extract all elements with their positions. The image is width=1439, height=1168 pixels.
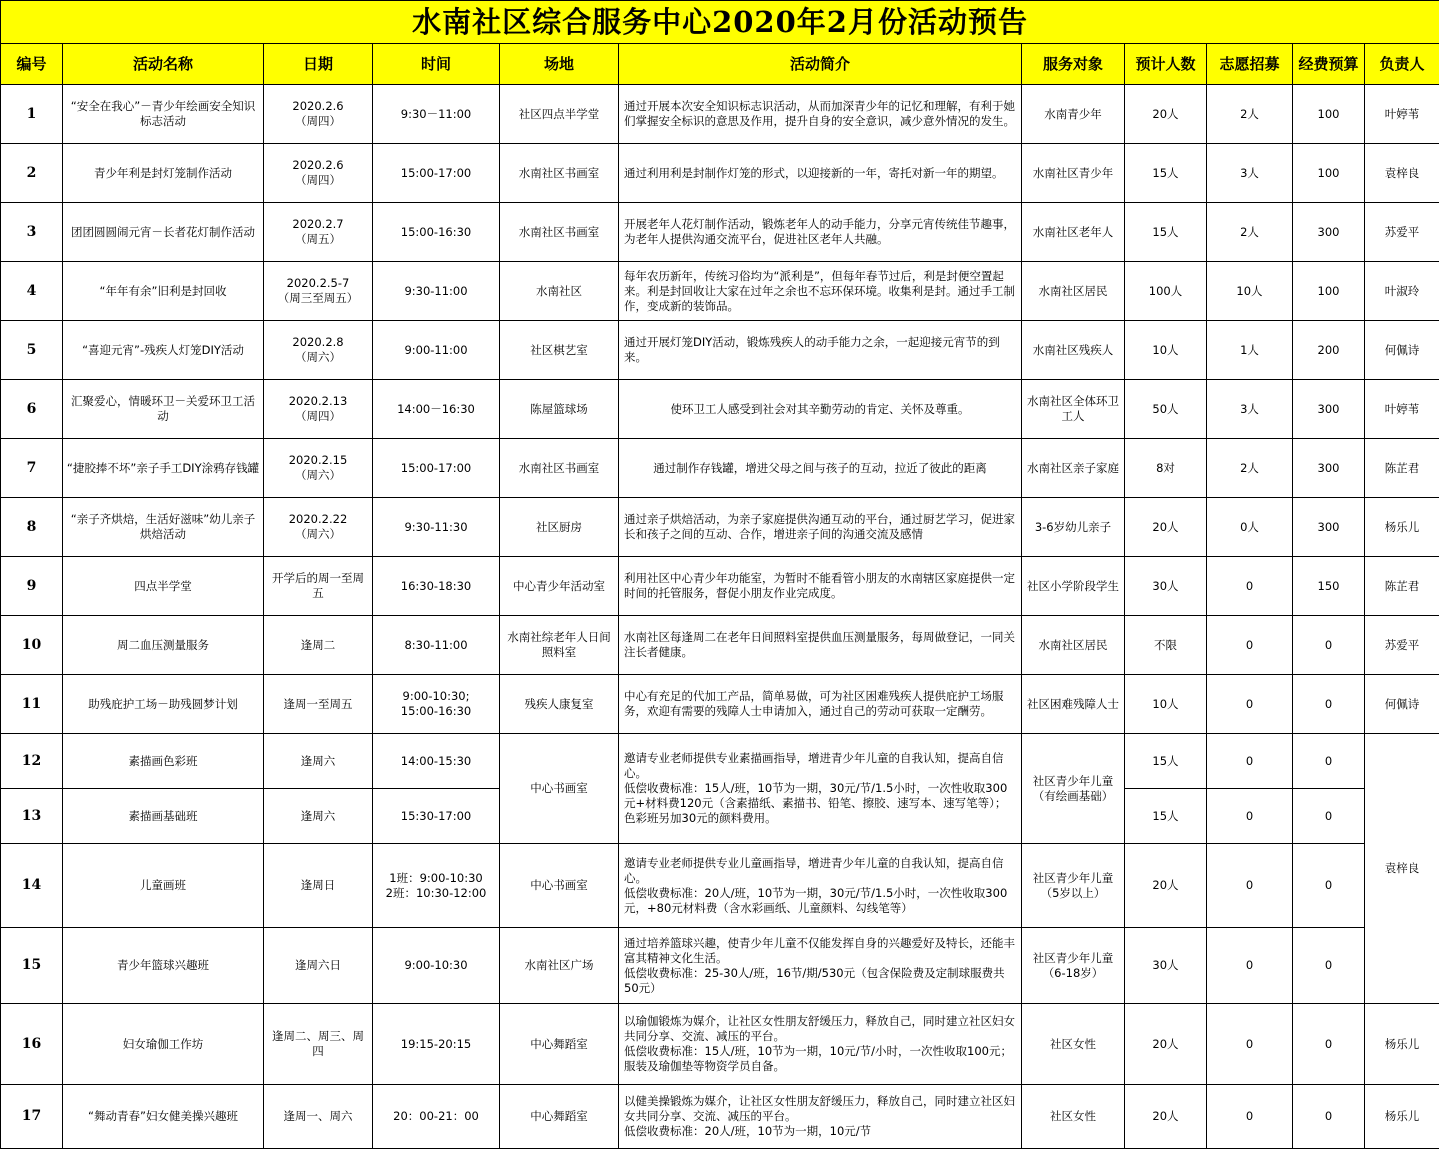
table-row — [1, 498, 1439, 557]
cell-date: 2020.2.8 （周六） — [264, 321, 373, 380]
cell-time: 1班：9:00-10:30 2班：10:30-12:00 — [373, 844, 500, 928]
cell-name: “舞动青春”妇女健美操兴趣班 — [63, 1085, 264, 1149]
cell-time: 9:00-10:30 — [373, 928, 500, 1004]
table-row — [1, 844, 1439, 928]
cell-owner: 叶婷苇 — [1365, 380, 1439, 439]
col-header-desc: 活动简介 — [619, 44, 1022, 85]
cell-venue: 社区四点半学堂 — [500, 85, 619, 144]
cell-volunteers: 0 — [1207, 734, 1293, 789]
cell-venue: 中心舞蹈室 — [500, 1085, 619, 1149]
cell-venue: 社区棋艺室 — [500, 321, 619, 380]
cell-target: 社区小学阶段学生 — [1022, 557, 1125, 616]
cell-budget: 0 — [1293, 675, 1365, 734]
cell-owner: 杨乐儿 — [1365, 1004, 1439, 1085]
cell-volunteers: 2人 — [1207, 203, 1293, 262]
cell-date: 逢周一至周五 — [264, 675, 373, 734]
cell-desc: 使环卫工人感受到社会对其辛勤劳动的肯定、关怀及尊重。 — [619, 380, 1022, 439]
cell-no: 17 — [1, 1085, 63, 1149]
cell-volunteers: 0 — [1207, 557, 1293, 616]
cell-date: 逢周六日 — [264, 928, 373, 1004]
cell-volunteers: 1人 — [1207, 321, 1293, 380]
cell-no: 14 — [1, 844, 63, 928]
cell-name: “捷胶捧不坏”亲子手工DIY涂鸦存钱罐 — [63, 439, 264, 498]
cell-name: 周二血压测量服务 — [63, 616, 264, 675]
cell-desc: 水南社区每逢周二在老年日间照料室提供血压测量服务，每周做登记，一同关注长者健康。 — [619, 616, 1022, 675]
cell-target: 社区困难残障人士 — [1022, 675, 1125, 734]
cell-budget: 150 — [1293, 557, 1365, 616]
cell-venue: 陈屋篮球场 — [500, 380, 619, 439]
cell-target: 水南社区亲子家庭 — [1022, 439, 1125, 498]
cell-name: 青少年篮球兴趣班 — [63, 928, 264, 1004]
table-row — [1, 616, 1439, 675]
cell-no: 2 — [1, 144, 63, 203]
cell-expected: 10人 — [1125, 321, 1207, 380]
cell-budget: 100 — [1293, 85, 1365, 144]
cell-time: 9:00-11:00 — [373, 321, 500, 380]
cell-no: 3 — [1, 203, 63, 262]
cell-time: 9:30-11:30 — [373, 498, 500, 557]
cell-expected: 100人 — [1125, 262, 1207, 321]
cell-name: 妇女瑜伽工作坊 — [63, 1004, 264, 1085]
cell-owner-merged: 袁梓良 — [1365, 734, 1439, 1004]
cell-date: 2020.2.22 （周六） — [264, 498, 373, 557]
cell-target: 水南社区全体环卫工人 — [1022, 380, 1125, 439]
cell-volunteers: 0 — [1207, 789, 1293, 844]
cell-desc: 以瑜伽锻炼为媒介，让社区女性朋友舒缓压力，释放自己，同时建立社区妇女共同分享、交流、减压的平台。 低偿收费标准：15人/班，10节为一期，10元/节/小时，一次性收取100元；服装及瑜伽垫等物资学员自备。 — [619, 1004, 1022, 1085]
cell-owner: 叶淑玲 — [1365, 262, 1439, 321]
cell-volunteers: 10人 — [1207, 262, 1293, 321]
cell-date: 逢周二、周三、周四 — [264, 1004, 373, 1085]
page-title: 水南社区综合服务中心2020年2月份活动预告 — [1, 1, 1439, 44]
cell-expected: 20人 — [1125, 85, 1207, 144]
cell-name: 助残庇护工场－助残圆梦计划 — [63, 675, 264, 734]
cell-venue: 中心舞蹈室 — [500, 1004, 619, 1085]
cell-name: 素描画色彩班 — [63, 734, 264, 789]
cell-owner: 杨乐儿 — [1365, 1085, 1439, 1149]
cell-date: 逢周六 — [264, 734, 373, 789]
cell-time: 15:00-16:30 — [373, 203, 500, 262]
cell-venue-merged: 中心书画室 — [500, 734, 619, 844]
cell-expected: 20人 — [1125, 1004, 1207, 1085]
cell-expected: 20人 — [1125, 1085, 1207, 1149]
cell-budget: 0 — [1293, 789, 1365, 844]
header-row — [1, 44, 1439, 85]
col-header-expected: 预计人数 — [1125, 44, 1207, 85]
cell-desc-merged: 邀请专业老师提供专业素描画指导，增进青少年儿童的自我认知，提高自信心。 低偿收费标准：15人/班，10节为一期，30元/节/1.5小时，一次性收取300元+材料费120元（含素描纸、素描书、铅笔、擦胶、速写本、速写笔等）；色彩班另加30元的颜料费用。 — [619, 734, 1022, 844]
col-header-target: 服务对象 — [1022, 44, 1125, 85]
cell-volunteers: 3人 — [1207, 144, 1293, 203]
table-row — [1, 734, 1439, 789]
cell-venue: 残疾人康复室 — [500, 675, 619, 734]
cell-volunteers: 3人 — [1207, 380, 1293, 439]
col-header-date: 日期 — [264, 44, 373, 85]
cell-budget: 0 — [1293, 928, 1365, 1004]
cell-desc: 中心有充足的代加工产品，简单易做，可为社区困难残疾人提供庇护工场服务，欢迎有需要的残障人士申请加入，通过自己的劳动可获取一定酬劳。 — [619, 675, 1022, 734]
cell-owner: 何佩诗 — [1365, 675, 1439, 734]
cell-desc: 以健美操锻炼为媒介，让社区女性朋友舒缓压力，释放自己，同时建立社区妇女共同分享、交流、减压的平台。 低偿收费标准：20人/班，10节为一期，10元/节 — [619, 1085, 1022, 1149]
cell-owner: 苏爱平 — [1365, 616, 1439, 675]
cell-date: 2020.2.13 （周四） — [264, 380, 373, 439]
cell-venue: 水南社区书画室 — [500, 439, 619, 498]
cell-volunteers: 2人 — [1207, 439, 1293, 498]
cell-target: 水南社区居民 — [1022, 616, 1125, 675]
cell-budget: 0 — [1293, 1085, 1365, 1149]
cell-budget: 300 — [1293, 380, 1365, 439]
cell-no: 12 — [1, 734, 63, 789]
col-header-name: 活动名称 — [63, 44, 264, 85]
cell-name: “年年有余”旧利是封回收 — [63, 262, 264, 321]
cell-volunteers: 0 — [1207, 675, 1293, 734]
cell-no: 5 — [1, 321, 63, 380]
cell-expected: 30人 — [1125, 928, 1207, 1004]
cell-owner: 陈芷君 — [1365, 439, 1439, 498]
cell-expected: 15人 — [1125, 789, 1207, 844]
table-row — [1, 321, 1439, 380]
cell-expected: 20人 — [1125, 498, 1207, 557]
cell-target: 水南社区居民 — [1022, 262, 1125, 321]
cell-target: 水南社区残疾人 — [1022, 321, 1125, 380]
cell-volunteers: 2人 — [1207, 85, 1293, 144]
cell-target: 3-6岁幼儿亲子 — [1022, 498, 1125, 557]
cell-budget: 100 — [1293, 144, 1365, 203]
cell-owner: 袁梓良 — [1365, 144, 1439, 203]
cell-target: 水南社区青少年 — [1022, 144, 1125, 203]
cell-expected: 15人 — [1125, 734, 1207, 789]
cell-time: 15:30-17:00 — [373, 789, 500, 844]
table-row — [1, 380, 1439, 439]
cell-date: 逢周一、周六 — [264, 1085, 373, 1149]
cell-owner: 杨乐儿 — [1365, 498, 1439, 557]
table-row — [1, 1004, 1439, 1085]
cell-budget: 200 — [1293, 321, 1365, 380]
cell-volunteers: 0 — [1207, 928, 1293, 1004]
cell-target: 水南社区老年人 — [1022, 203, 1125, 262]
cell-no: 8 — [1, 498, 63, 557]
cell-name: “亲子齐烘焙，生活好滋味”幼儿亲子烘焙活动 — [63, 498, 264, 557]
cell-expected: 30人 — [1125, 557, 1207, 616]
cell-expected: 20人 — [1125, 844, 1207, 928]
cell-desc: 通过开展灯笼DIY活动，锻炼残疾人的动手能力之余，一起迎接元宵节的到来。 — [619, 321, 1022, 380]
cell-venue: 水南社区书画室 — [500, 144, 619, 203]
cell-target: 社区青少年儿童 （6-18岁） — [1022, 928, 1125, 1004]
cell-venue: 水南社区书画室 — [500, 203, 619, 262]
cell-expected: 不限 — [1125, 616, 1207, 675]
table-row — [1, 1085, 1439, 1149]
cell-date: 2020.2.6 （周四） — [264, 85, 373, 144]
cell-expected: 50人 — [1125, 380, 1207, 439]
cell-name: 青少年利是封灯笼制作活动 — [63, 144, 264, 203]
col-header-volunteers: 志愿招募 — [1207, 44, 1293, 85]
table-row — [1, 203, 1439, 262]
cell-expected: 8对 — [1125, 439, 1207, 498]
cell-time: 15:00-17:00 — [373, 144, 500, 203]
cell-no: 13 — [1, 789, 63, 844]
cell-expected: 10人 — [1125, 675, 1207, 734]
cell-date: 开学后的周一至周五 — [264, 557, 373, 616]
cell-venue: 水南社区 — [500, 262, 619, 321]
cell-no: 1 — [1, 85, 63, 144]
cell-time: 20：00-21：00 — [373, 1085, 500, 1149]
cell-volunteers: 0 — [1207, 1004, 1293, 1085]
cell-no: 15 — [1, 928, 63, 1004]
cell-budget: 0 — [1293, 1004, 1365, 1085]
cell-time: 9:30－11:00 — [373, 85, 500, 144]
cell-owner: 苏爱平 — [1365, 203, 1439, 262]
cell-name: 四点半学堂 — [63, 557, 264, 616]
table-row — [1, 85, 1439, 144]
cell-budget: 300 — [1293, 439, 1365, 498]
cell-budget: 0 — [1293, 844, 1365, 928]
cell-desc: 通过开展本次安全知识标志识活动，从而加深青少年的记忆和理解，有利于她们掌握安全标识的意思及作用，提升自身的安全意识，减少意外情况的发生。 — [619, 85, 1022, 144]
cell-date: 2020.2.7 （周五） — [264, 203, 373, 262]
cell-time: 9:00-10:30; 15:00-16:30 — [373, 675, 500, 734]
cell-time: 15:00-17:00 — [373, 439, 500, 498]
table-row — [1, 262, 1439, 321]
cell-target: 社区女性 — [1022, 1085, 1125, 1149]
cell-volunteers: 0人 — [1207, 498, 1293, 557]
cell-no: 9 — [1, 557, 63, 616]
table-row — [1, 144, 1439, 203]
cell-desc: 通过利用利是封制作灯笼的形式，以迎接新的一年，寄托对新一年的期望。 — [619, 144, 1022, 203]
table-row — [1, 928, 1439, 1004]
cell-desc: 开展老年人花灯制作活动，锻炼老年人的动手能力，分享元宵传统佳节趣事，为老年人提供沟通交流平台，促进社区老年人共融。 — [619, 203, 1022, 262]
cell-owner: 陈芷君 — [1365, 557, 1439, 616]
cell-budget: 100 — [1293, 262, 1365, 321]
cell-name: “安全在我心”－青少年绘画安全知识标志活动 — [63, 85, 264, 144]
cell-volunteers: 0 — [1207, 844, 1293, 928]
cell-budget: 300 — [1293, 203, 1365, 262]
cell-name: 儿童画班 — [63, 844, 264, 928]
cell-desc: 通过培养篮球兴趣，使青少年儿童不仅能发挥自身的兴趣爱好及特长，还能丰富其精神文化生活。 低偿收费标准：25-30人/班，16节/期/530元（包含保险费及定制球服费共50元） — [619, 928, 1022, 1004]
cell-desc: 通过制作存钱罐，增进父母之间与孩子的互动，拉近了彼此的距离 — [619, 439, 1022, 498]
col-header-time: 时间 — [373, 44, 500, 85]
cell-no: 7 — [1, 439, 63, 498]
cell-no: 6 — [1, 380, 63, 439]
cell-owner: 何佩诗 — [1365, 321, 1439, 380]
cell-name: 素描画基础班 — [63, 789, 264, 844]
cell-volunteers: 0 — [1207, 616, 1293, 675]
table-row — [1, 557, 1439, 616]
cell-no: 11 — [1, 675, 63, 734]
cell-volunteers: 0 — [1207, 1085, 1293, 1149]
cell-venue: 中心青少年活动室 — [500, 557, 619, 616]
cell-date: 逢周日 — [264, 844, 373, 928]
cell-date: 2020.2.6 （周四） — [264, 144, 373, 203]
cell-date: 逢周二 — [264, 616, 373, 675]
cell-desc: 通过亲子烘焙活动，为亲子家庭提供沟通互动的平台，通过厨艺学习，促进家长和孩子之间的互动、合作，增进亲子间的沟通交流及感情 — [619, 498, 1022, 557]
cell-time: 8:30-11:00 — [373, 616, 500, 675]
cell-time: 14:00－16:30 — [373, 380, 500, 439]
cell-target: 水南青少年 — [1022, 85, 1125, 144]
cell-desc: 利用社区中心青少年功能室，为暂时不能看管小朋友的水南辖区家庭提供一定时间的托管服务，督促小朋友作业完成度。 — [619, 557, 1022, 616]
cell-no: 16 — [1, 1004, 63, 1085]
cell-expected: 15人 — [1125, 203, 1207, 262]
cell-name: 团团圆圆闹元宵－长者花灯制作活动 — [63, 203, 264, 262]
cell-budget: 0 — [1293, 616, 1365, 675]
cell-date: 逢周六 — [264, 789, 373, 844]
cell-time: 9:30-11:00 — [373, 262, 500, 321]
cell-time: 19:15-20:15 — [373, 1004, 500, 1085]
cell-time: 16:30-18:30 — [373, 557, 500, 616]
cell-name: 汇聚爱心，情暖环卫－关爱环卫工活动 — [63, 380, 264, 439]
cell-date: 2020.2.5-7 （周三至周五） — [264, 262, 373, 321]
cell-time: 14:00-15:30 — [373, 734, 500, 789]
cell-no: 4 — [1, 262, 63, 321]
cell-venue: 中心书画室 — [500, 844, 619, 928]
cell-expected: 15人 — [1125, 144, 1207, 203]
cell-budget: 300 — [1293, 498, 1365, 557]
cell-venue: 水南社综老年人日间照料室 — [500, 616, 619, 675]
cell-budget: 0 — [1293, 734, 1365, 789]
cell-no: 10 — [1, 616, 63, 675]
table-row — [1, 439, 1439, 498]
cell-desc: 邀请专业老师提供专业儿童画指导，增进青少年儿童的自我认知，提高自信心。 低偿收费标准：20人/班，10节为一期，30元/节/1.5小时，一次性收取300元，+80元材料费（含水彩画纸、儿童颜料、勾线笔等） — [619, 844, 1022, 928]
cell-desc: 每年农历新年，传统习俗均为“派利是”，但每年春节过后，利是封便空置起来。利是封回收让大家在过年之余也不忘环保环境。收集利是封。通过手工制作，变成新的装饰品。 — [619, 262, 1022, 321]
cell-venue: 社区厨房 — [500, 498, 619, 557]
cell-date: 2020.2.15 （周六） — [264, 439, 373, 498]
col-header-owner: 负责人 — [1365, 44, 1439, 85]
col-header-venue: 场地 — [500, 44, 619, 85]
cell-target-merged: 社区青少年儿童 （有绘画基础） — [1022, 734, 1125, 844]
table-row — [1, 675, 1439, 734]
cell-target: 社区青少年儿童 （5岁以上） — [1022, 844, 1125, 928]
col-header-budget: 经费预算 — [1293, 44, 1365, 85]
col-header-no: 编号 — [1, 44, 63, 85]
cell-owner: 叶婷苇 — [1365, 85, 1439, 144]
cell-name: “喜迎元宵”-残疾人灯笼DIY活动 — [63, 321, 264, 380]
cell-venue: 水南社区广场 — [500, 928, 619, 1004]
cell-target: 社区女性 — [1022, 1004, 1125, 1085]
